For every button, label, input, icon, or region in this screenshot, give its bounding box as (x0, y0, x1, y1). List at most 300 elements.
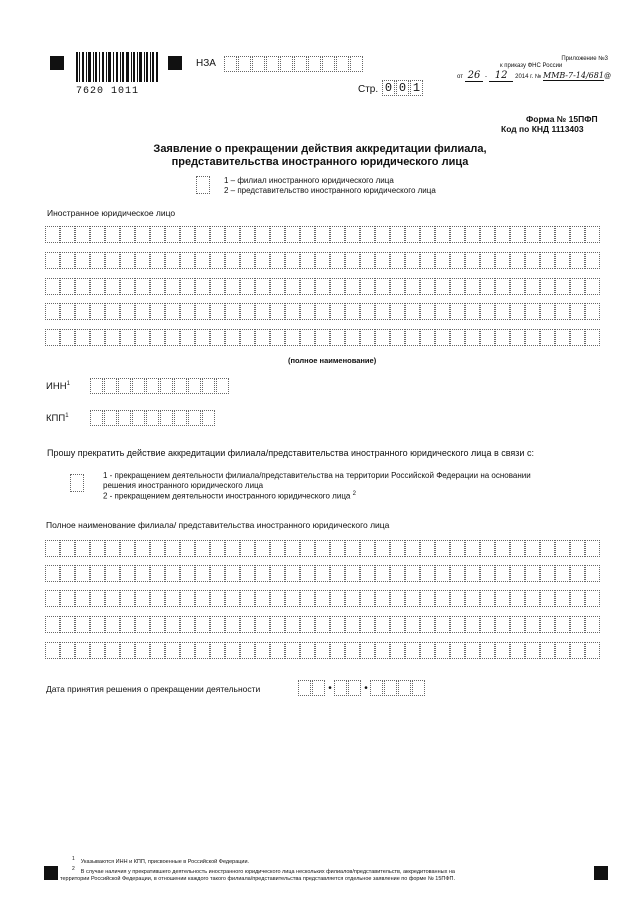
input-cell[interactable] (525, 616, 540, 633)
input-cell[interactable] (405, 565, 420, 582)
input-cell[interactable] (75, 590, 90, 607)
input-cell[interactable] (165, 252, 180, 269)
input-cell[interactable] (450, 616, 465, 633)
input-cell[interactable] (105, 329, 120, 346)
input-cell[interactable] (510, 540, 525, 557)
input-cell[interactable] (405, 590, 420, 607)
input-cell[interactable] (60, 226, 75, 243)
input-cell[interactable] (105, 540, 120, 557)
input-cell[interactable] (405, 329, 420, 346)
input-cell[interactable] (225, 252, 240, 269)
input-cell[interactable] (555, 590, 570, 607)
input-cell[interactable] (120, 616, 135, 633)
input-cell[interactable] (570, 226, 585, 243)
input-cell[interactable] (585, 226, 600, 243)
input-cell[interactable] (330, 565, 345, 582)
input-cell[interactable] (420, 278, 435, 295)
input-cell[interactable] (240, 642, 255, 659)
input-cell[interactable] (480, 590, 495, 607)
input-cell[interactable] (165, 642, 180, 659)
decision-date-field[interactable] (298, 680, 426, 696)
input-cell[interactable] (435, 226, 450, 243)
input-cell[interactable] (210, 565, 225, 582)
input-cell[interactable] (450, 540, 465, 557)
input-cell[interactable] (585, 616, 600, 633)
input-cell[interactable] (45, 616, 60, 633)
input-cell[interactable] (285, 329, 300, 346)
input-cell[interactable] (510, 565, 525, 582)
input-cell[interactable] (585, 252, 600, 269)
input-cell[interactable] (225, 278, 240, 295)
input-cell[interactable] (555, 642, 570, 659)
input-cell[interactable] (90, 590, 105, 607)
input-cell[interactable] (465, 278, 480, 295)
input-cell[interactable] (510, 590, 525, 607)
input-cell[interactable] (480, 278, 495, 295)
input-cell[interactable] (525, 303, 540, 320)
input-cell[interactable] (525, 278, 540, 295)
input-cell[interactable] (135, 565, 150, 582)
input-cell[interactable] (585, 642, 600, 659)
input-cell[interactable] (285, 303, 300, 320)
input-cell[interactable] (345, 329, 360, 346)
input-cell[interactable] (435, 616, 450, 633)
input-cell[interactable] (345, 590, 360, 607)
input-cell[interactable] (105, 278, 120, 295)
input-cell[interactable] (135, 540, 150, 557)
input-cell[interactable] (210, 642, 225, 659)
input-cell[interactable] (315, 303, 330, 320)
input-cell[interactable] (180, 590, 195, 607)
input-cell[interactable] (465, 642, 480, 659)
input-cell[interactable] (330, 590, 345, 607)
input-cell[interactable] (420, 226, 435, 243)
input-cell[interactable] (225, 642, 240, 659)
input-cell[interactable] (45, 642, 60, 659)
input-cell[interactable] (540, 226, 555, 243)
input-cell[interactable] (465, 540, 480, 557)
input-cell[interactable] (480, 252, 495, 269)
input-cell[interactable] (75, 565, 90, 582)
input-cell[interactable] (330, 226, 345, 243)
input-cell[interactable] (180, 303, 195, 320)
input-cell[interactable] (375, 590, 390, 607)
input-cell[interactable] (450, 642, 465, 659)
input-cell[interactable] (195, 540, 210, 557)
input-cell[interactable] (120, 565, 135, 582)
input-cell[interactable] (360, 565, 375, 582)
input-cell[interactable] (105, 590, 120, 607)
input-cell[interactable] (135, 329, 150, 346)
input-cell[interactable] (210, 329, 225, 346)
input-cell[interactable] (75, 642, 90, 659)
input-cell[interactable] (120, 303, 135, 320)
input-cell[interactable] (345, 278, 360, 295)
input-cell[interactable] (255, 252, 270, 269)
input-cell[interactable] (135, 278, 150, 295)
input-cell[interactable] (60, 616, 75, 633)
input-cell[interactable] (540, 642, 555, 659)
input-cell[interactable] (465, 329, 480, 346)
input-cell[interactable] (315, 329, 330, 346)
input-cell[interactable] (360, 252, 375, 269)
input-cell[interactable] (375, 642, 390, 659)
input-cell[interactable] (240, 252, 255, 269)
input-cell[interactable] (345, 616, 360, 633)
input-cell[interactable] (75, 278, 90, 295)
input-cell[interactable] (375, 226, 390, 243)
input-cell[interactable] (585, 565, 600, 582)
input-cell[interactable] (60, 590, 75, 607)
input-cell[interactable] (225, 329, 240, 346)
input-cell[interactable] (375, 329, 390, 346)
input-cell[interactable] (135, 642, 150, 659)
input-cell[interactable] (300, 565, 315, 582)
input-cell[interactable] (360, 303, 375, 320)
input-cell[interactable] (540, 540, 555, 557)
input-cell[interactable] (540, 329, 555, 346)
input-cell[interactable] (120, 540, 135, 557)
input-cell[interactable] (270, 226, 285, 243)
input-cell[interactable] (345, 642, 360, 659)
input-cell[interactable] (165, 329, 180, 346)
input-cell[interactable] (495, 540, 510, 557)
input-cell[interactable] (195, 303, 210, 320)
input-cell[interactable] (75, 616, 90, 633)
input-cell[interactable] (90, 329, 105, 346)
input-cell[interactable] (300, 252, 315, 269)
input-cell[interactable] (195, 590, 210, 607)
input-cell[interactable] (495, 226, 510, 243)
input-cell[interactable] (165, 226, 180, 243)
input-cell[interactable] (45, 540, 60, 557)
input-cell[interactable] (300, 278, 315, 295)
input-cell[interactable] (165, 616, 180, 633)
input-cell[interactable] (420, 252, 435, 269)
cell-row[interactable] (45, 540, 600, 557)
input-cell[interactable] (435, 540, 450, 557)
input-cell[interactable] (195, 226, 210, 243)
input-cell[interactable] (270, 590, 285, 607)
input-cell[interactable] (510, 278, 525, 295)
input-cell[interactable] (105, 252, 120, 269)
input-cell[interactable] (75, 329, 90, 346)
input-cell[interactable] (495, 329, 510, 346)
input-cell[interactable] (270, 616, 285, 633)
input-cell[interactable] (255, 565, 270, 582)
input-cell[interactable] (570, 565, 585, 582)
input-cell[interactable] (345, 303, 360, 320)
input-cell[interactable] (330, 616, 345, 633)
input-cell[interactable] (555, 540, 570, 557)
input-cell[interactable] (90, 540, 105, 557)
input-cell[interactable] (135, 303, 150, 320)
input-cell[interactable] (435, 303, 450, 320)
input-cell[interactable] (210, 540, 225, 557)
input-cell[interactable] (465, 616, 480, 633)
input-cell[interactable] (180, 278, 195, 295)
input-cell[interactable] (585, 540, 600, 557)
input-cell[interactable] (285, 590, 300, 607)
cell-row[interactable] (45, 642, 600, 659)
input-cell[interactable] (450, 329, 465, 346)
input-cell[interactable] (315, 590, 330, 607)
input-cell[interactable] (135, 616, 150, 633)
input-cell[interactable] (90, 642, 105, 659)
input-cell[interactable] (225, 226, 240, 243)
input-cell[interactable] (345, 252, 360, 269)
entity-type-field[interactable] (196, 176, 211, 194)
input-cell[interactable] (45, 278, 60, 295)
input-cell[interactable] (315, 642, 330, 659)
input-cell[interactable] (300, 226, 315, 243)
input-cell[interactable] (255, 642, 270, 659)
input-cell[interactable] (225, 590, 240, 607)
input-cell[interactable] (330, 278, 345, 295)
input-cell[interactable] (150, 540, 165, 557)
input-cell[interactable] (285, 252, 300, 269)
input-cell[interactable] (150, 590, 165, 607)
input-cell[interactable] (540, 278, 555, 295)
input-cell[interactable] (495, 590, 510, 607)
input-cell[interactable] (75, 303, 90, 320)
input-cell[interactable] (360, 616, 375, 633)
input-cell[interactable] (255, 616, 270, 633)
input-cell[interactable] (330, 329, 345, 346)
input-cell[interactable] (105, 642, 120, 659)
input-cell[interactable] (480, 642, 495, 659)
input-cell[interactable] (540, 590, 555, 607)
input-cell[interactable] (285, 565, 300, 582)
kpp-field[interactable] (90, 410, 216, 426)
input-cell[interactable] (405, 540, 420, 557)
input-cell[interactable] (120, 278, 135, 295)
input-cell[interactable] (480, 540, 495, 557)
input-cell[interactable] (240, 565, 255, 582)
input-cell[interactable] (150, 252, 165, 269)
input-cell[interactable] (510, 329, 525, 346)
input-cell[interactable] (570, 540, 585, 557)
input-cell[interactable] (390, 278, 405, 295)
input-cell[interactable] (45, 565, 60, 582)
input-cell[interactable] (150, 565, 165, 582)
input-cell[interactable] (240, 226, 255, 243)
input-cell[interactable] (570, 303, 585, 320)
cell-row[interactable] (45, 616, 600, 633)
input-cell[interactable] (180, 616, 195, 633)
input-cell[interactable] (105, 226, 120, 243)
input-cell[interactable] (435, 590, 450, 607)
input-cell[interactable] (45, 303, 60, 320)
input-cell[interactable] (315, 278, 330, 295)
input-cell[interactable] (195, 329, 210, 346)
cell-row[interactable] (45, 226, 600, 243)
input-cell[interactable] (75, 226, 90, 243)
input-cell[interactable] (585, 278, 600, 295)
input-cell[interactable] (360, 590, 375, 607)
input-cell[interactable] (180, 329, 195, 346)
input-cell[interactable] (255, 329, 270, 346)
input-cell[interactable] (360, 278, 375, 295)
input-cell[interactable] (330, 642, 345, 659)
input-cell[interactable] (165, 565, 180, 582)
input-cell[interactable] (315, 252, 330, 269)
input-cell[interactable] (525, 226, 540, 243)
input-cell[interactable] (60, 642, 75, 659)
input-cell[interactable] (420, 329, 435, 346)
input-cell[interactable] (180, 540, 195, 557)
input-cell[interactable] (285, 278, 300, 295)
input-cell[interactable] (255, 278, 270, 295)
cell-row[interactable] (45, 590, 600, 607)
input-cell[interactable] (180, 642, 195, 659)
input-cell[interactable] (375, 252, 390, 269)
input-cell[interactable] (255, 590, 270, 607)
input-cell[interactable] (510, 642, 525, 659)
input-cell[interactable] (165, 540, 180, 557)
input-cell[interactable] (360, 329, 375, 346)
input-cell[interactable] (525, 642, 540, 659)
input-cell[interactable] (330, 303, 345, 320)
input-cell[interactable] (420, 565, 435, 582)
input-cell[interactable] (375, 565, 390, 582)
input-cell[interactable] (210, 252, 225, 269)
input-cell[interactable] (120, 252, 135, 269)
input-cell[interactable] (555, 226, 570, 243)
input-cell[interactable] (285, 540, 300, 557)
input-cell[interactable] (135, 226, 150, 243)
input-cell[interactable] (495, 642, 510, 659)
input-cell[interactable] (300, 329, 315, 346)
input-cell[interactable] (465, 565, 480, 582)
input-cell[interactable] (360, 540, 375, 557)
input-cell[interactable] (585, 590, 600, 607)
input-cell[interactable] (60, 278, 75, 295)
input-cell[interactable] (150, 226, 165, 243)
nza-field[interactable] (224, 56, 364, 72)
input-cell[interactable] (315, 565, 330, 582)
input-cell[interactable] (570, 329, 585, 346)
input-cell[interactable] (210, 303, 225, 320)
input-cell[interactable] (255, 303, 270, 320)
input-cell[interactable] (240, 329, 255, 346)
input-cell[interactable] (525, 329, 540, 346)
input-cell[interactable] (150, 303, 165, 320)
input-cell[interactable] (270, 565, 285, 582)
input-cell[interactable] (345, 540, 360, 557)
input-cell[interactable] (270, 278, 285, 295)
input-cell[interactable] (405, 226, 420, 243)
input-cell[interactable] (285, 616, 300, 633)
input-cell[interactable] (60, 565, 75, 582)
input-cell[interactable] (585, 329, 600, 346)
input-cell[interactable] (60, 252, 75, 269)
input-cell[interactable] (540, 252, 555, 269)
input-cell[interactable] (405, 278, 420, 295)
input-cell[interactable] (510, 252, 525, 269)
input-cell[interactable] (525, 252, 540, 269)
input-cell[interactable] (300, 303, 315, 320)
input-cell[interactable] (225, 616, 240, 633)
input-cell[interactable] (270, 642, 285, 659)
input-cell[interactable] (570, 252, 585, 269)
input-cell[interactable] (180, 226, 195, 243)
cell-row[interactable] (45, 303, 600, 320)
input-cell[interactable] (495, 616, 510, 633)
input-cell[interactable] (390, 590, 405, 607)
cell-row[interactable] (45, 565, 600, 582)
input-cell[interactable] (255, 226, 270, 243)
input-cell[interactable] (210, 278, 225, 295)
input-cell[interactable] (180, 252, 195, 269)
input-cell[interactable] (135, 590, 150, 607)
input-cell[interactable] (120, 329, 135, 346)
input-cell[interactable] (555, 616, 570, 633)
input-cell[interactable] (90, 278, 105, 295)
input-cell[interactable] (60, 329, 75, 346)
input-cell[interactable] (315, 616, 330, 633)
input-cell[interactable] (420, 540, 435, 557)
input-cell[interactable] (360, 642, 375, 659)
input-cell[interactable] (555, 303, 570, 320)
input-cell[interactable] (480, 329, 495, 346)
input-cell[interactable] (105, 616, 120, 633)
input-cell[interactable] (210, 590, 225, 607)
input-cell[interactable] (45, 252, 60, 269)
input-cell[interactable] (90, 252, 105, 269)
input-cell[interactable] (165, 278, 180, 295)
input-cell[interactable] (420, 616, 435, 633)
input-cell[interactable] (315, 226, 330, 243)
input-cell[interactable] (300, 642, 315, 659)
input-cell[interactable] (300, 616, 315, 633)
page-number-field[interactable] (382, 80, 424, 96)
input-cell[interactable] (300, 540, 315, 557)
input-cell[interactable] (525, 565, 540, 582)
input-cell[interactable] (585, 303, 600, 320)
input-cell[interactable] (390, 226, 405, 243)
input-cell[interactable] (225, 540, 240, 557)
input-cell[interactable] (420, 590, 435, 607)
input-cell[interactable] (360, 226, 375, 243)
input-cell[interactable] (450, 590, 465, 607)
input-cell[interactable] (435, 565, 450, 582)
input-cell[interactable] (105, 303, 120, 320)
input-cell[interactable] (180, 565, 195, 582)
input-cell[interactable] (240, 278, 255, 295)
input-cell[interactable] (240, 540, 255, 557)
input-cell[interactable] (480, 303, 495, 320)
input-cell[interactable] (270, 303, 285, 320)
input-cell[interactable] (405, 303, 420, 320)
cell-row[interactable] (45, 329, 600, 346)
input-cell[interactable] (225, 303, 240, 320)
input-cell[interactable] (165, 590, 180, 607)
input-cell[interactable] (60, 540, 75, 557)
input-cell[interactable] (450, 226, 465, 243)
input-cell[interactable] (195, 642, 210, 659)
input-cell[interactable] (390, 565, 405, 582)
input-cell[interactable] (330, 540, 345, 557)
input-cell[interactable] (405, 616, 420, 633)
input-cell[interactable] (405, 642, 420, 659)
input-cell[interactable] (150, 616, 165, 633)
input-cell[interactable] (195, 616, 210, 633)
input-cell[interactable] (90, 565, 105, 582)
input-cell[interactable] (540, 303, 555, 320)
input-cell[interactable] (570, 642, 585, 659)
input-cell[interactable] (555, 565, 570, 582)
